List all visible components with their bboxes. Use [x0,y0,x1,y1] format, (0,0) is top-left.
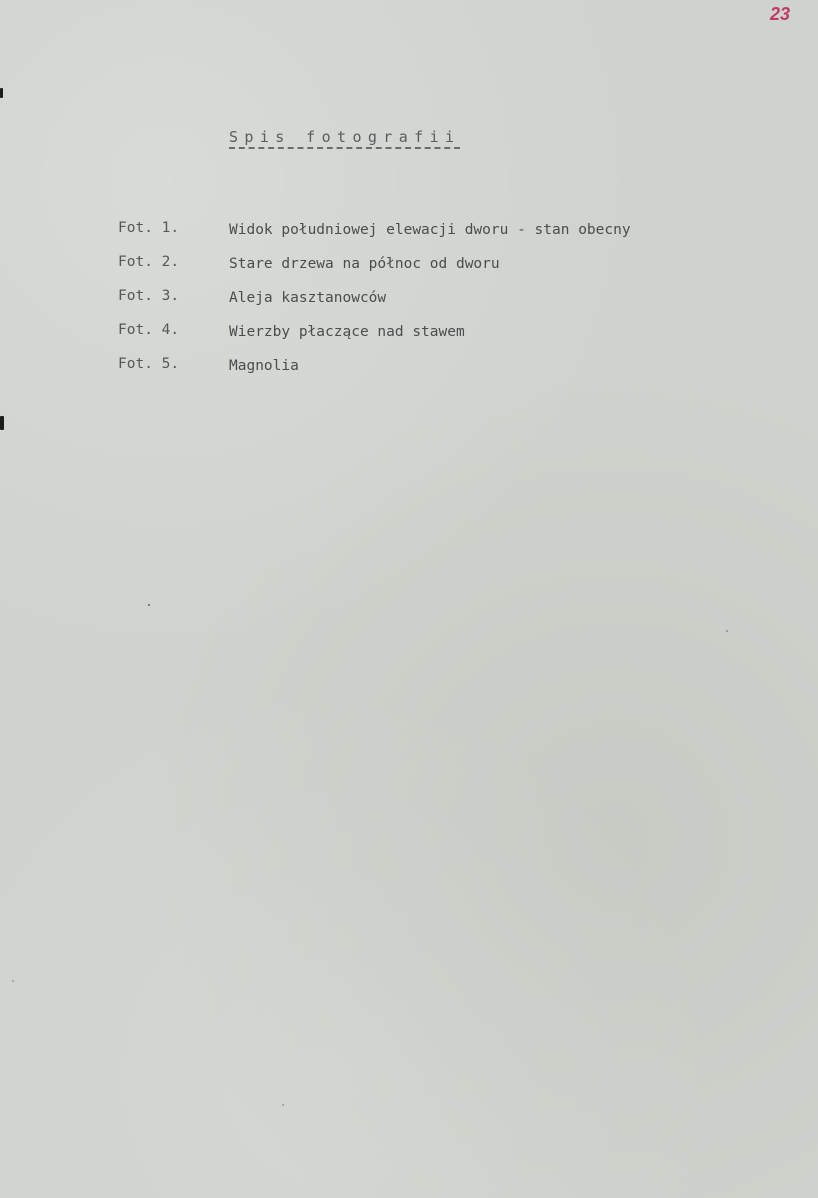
page-title: Spis fotografii [229,128,460,149]
photo-number: Fot. 1. [118,220,180,236]
photo-caption: Stare drzewa na północ od dworu [229,256,500,272]
photo-list [118,220,631,390]
dust-speck [726,630,728,632]
photo-caption: Aleja kasztanowców [229,290,387,306]
dust-speck [282,1104,284,1106]
list-item [118,288,387,322]
list-item [118,220,631,254]
photo-number: Fot. 3. [118,288,180,304]
photo-caption: Wierzby płaczące nad stawem [229,324,465,340]
binding-mark [0,416,4,430]
photo-number: Fot. 4. [118,322,180,338]
photo-caption: Magnolia [229,358,299,374]
list-item [118,356,299,390]
photo-caption: Widok południowej elewacji dworu - stan obecny [229,222,631,238]
list-item [118,322,465,356]
page-number: 23 [770,4,791,24]
dust-speck [12,980,14,982]
photo-number: Fot. 2. [118,254,180,270]
photo-number: Fot. 5. [118,356,180,372]
list-item [118,254,500,288]
dust-speck [148,604,150,606]
binding-mark [0,88,3,98]
